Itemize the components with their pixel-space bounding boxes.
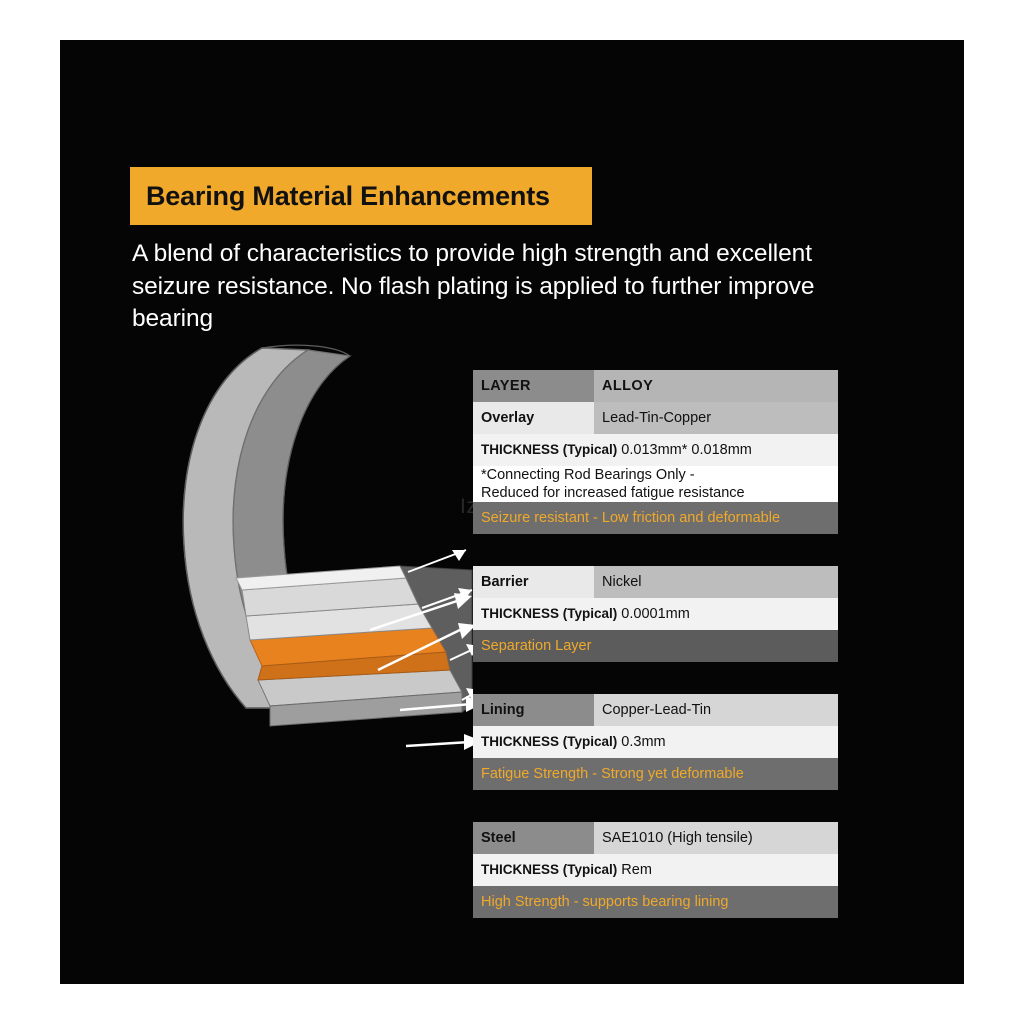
thickness-value-lining: 0.3mm: [621, 734, 666, 751]
cell-alloy-overlay: Lead-Tin-Copper: [594, 402, 838, 434]
col-header-layer: LAYER: [473, 370, 594, 402]
thickness-value-barrier: 0.0001mm: [621, 606, 690, 623]
table-row-overlay: [473, 402, 838, 434]
diagram-stage: [60, 40, 964, 984]
table-row-overlay-note: [473, 466, 838, 502]
cell-benefit-steel: High Strength - supports bearing lining: [473, 886, 838, 918]
thickness-value-steel: Rem: [621, 862, 652, 879]
overlay-note-line-1: *Connecting Rod Bearings Only -: [481, 467, 695, 483]
table-row-steel: [473, 822, 838, 854]
cell-alloy-barrier: Nickel: [594, 566, 838, 598]
title-banner: [130, 167, 592, 225]
cell-benefit-overlay: Seizure resistant - Low friction and deformable: [473, 502, 838, 534]
cell-layer-lining: Lining: [473, 694, 594, 726]
callout-arrows: [360, 460, 490, 780]
page-title: Bearing Material Enhancements: [146, 180, 550, 211]
table-row-spacer: [473, 534, 838, 566]
thickness-label-barrier: THICKNESS (Typical): [481, 606, 618, 622]
thickness-label-lining: THICKNESS (Typical): [481, 734, 618, 750]
cell-layer-barrier: Barrier: [473, 566, 594, 598]
table-row-barrier: [473, 566, 838, 598]
table-row-steel-thickness: [473, 854, 838, 886]
subtitle-text: A blend of characteristics to provide high strength and excellent seizure resistance. No flash plating is applied to further improve bearing: [132, 240, 815, 333]
thickness-value-overlay: 0.013mm* 0.018mm: [621, 442, 752, 458]
cell-thickness-lining: [473, 726, 838, 758]
cell-benefit-barrier: Separation Layer: [473, 630, 838, 662]
table-row-barrier-benefit: [473, 630, 838, 662]
table-row-overlay-thickness: [473, 434, 838, 466]
cell-overlay-note: [473, 466, 838, 502]
table-row-spacer-2: [473, 662, 838, 694]
cell-layer-overlay: Overlay: [473, 402, 594, 434]
cell-thickness-overlay: [473, 434, 838, 466]
table-row-lining-thickness: [473, 726, 838, 758]
layer-spec-table: [473, 370, 838, 918]
table-row-lining: [473, 694, 838, 726]
cell-alloy-steel: SAE1010 (High tensile): [594, 822, 838, 854]
thickness-label-steel: THICKNESS (Typical): [481, 862, 618, 878]
overlay-note-line-2: Reduced for increased fatigue resistance: [481, 485, 745, 502]
cell-layer-steel: Steel: [473, 822, 594, 854]
col-header-alloy: ALLOY: [594, 370, 838, 402]
thickness-label: THICKNESS (Typical): [481, 442, 618, 457]
cell-thickness-barrier: [473, 598, 838, 630]
table-row-overlay-benefit: [473, 502, 838, 534]
table-row-header: [473, 370, 838, 402]
table-row-spacer-3: [473, 790, 838, 822]
cell-alloy-lining: Copper-Lead-Tin: [594, 694, 838, 726]
table-row-lining-benefit: [473, 758, 838, 790]
cell-thickness-steel: [473, 854, 838, 886]
cell-benefit-lining: Fatigue Strength - Strong yet deformable: [473, 758, 838, 790]
table-row-barrier-thickness: [473, 598, 838, 630]
table-row-steel-benefit: [473, 886, 838, 918]
